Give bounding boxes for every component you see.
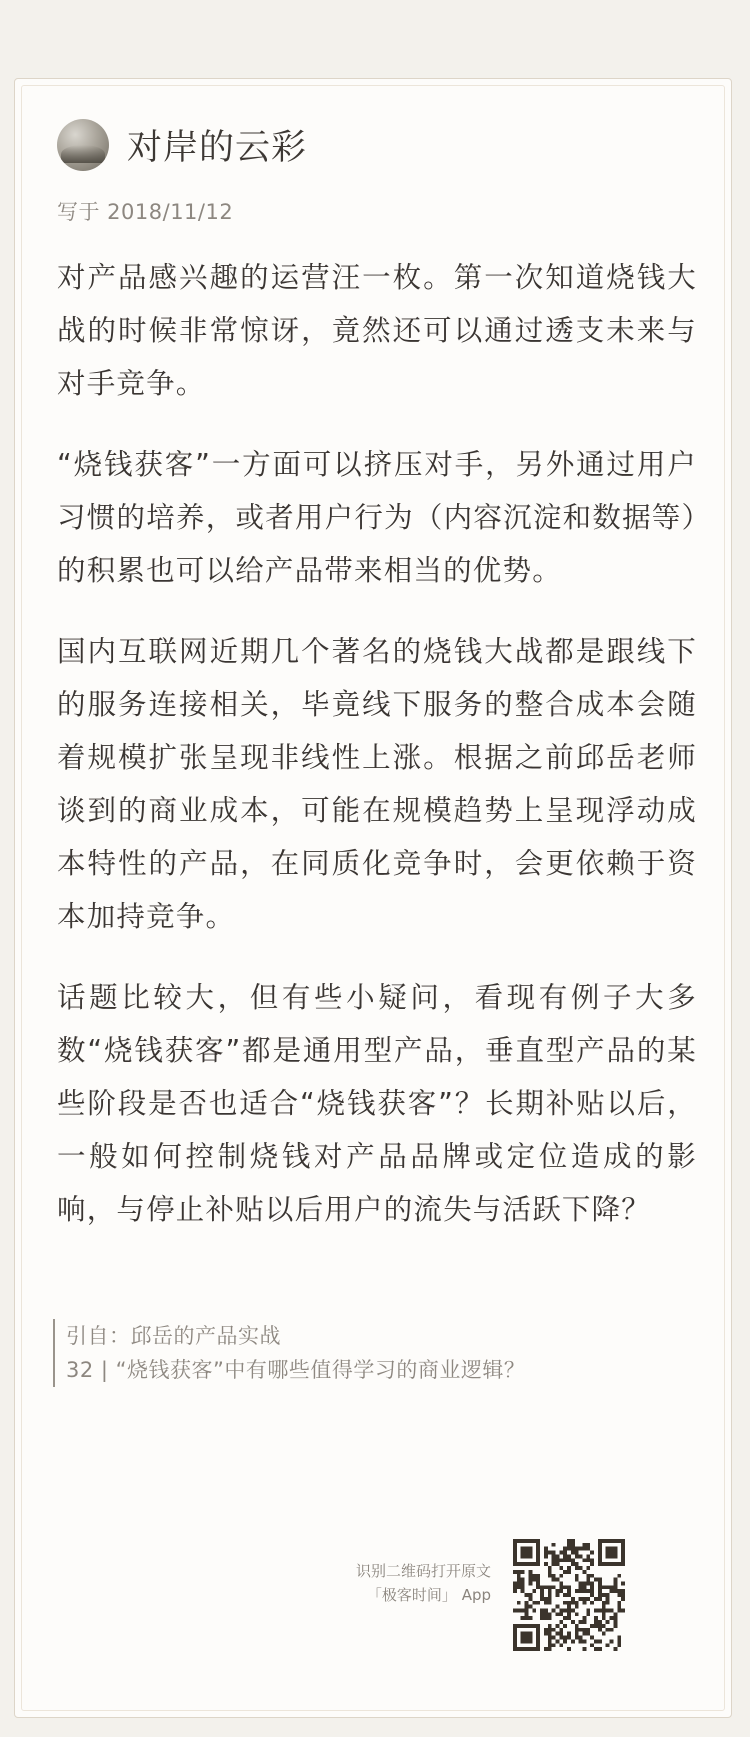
qr-caption: [356, 1559, 491, 1607]
author-row: [57, 119, 307, 171]
author-name[interactable]: 对岸的云彩: [127, 128, 308, 168]
quote-source: 引自：邱岳的产品实战: [66, 1324, 281, 1348]
paragraph: 对产品感兴趣的运营汪一枚。第一次知道烧钱大战的时候非常惊讶，竟然还可以通过透支未来与对手竞争。: [57, 261, 697, 400]
qr-code-icon[interactable]: [513, 1539, 625, 1651]
paragraph: 国内互联网近期几个著名的烧钱大战都是跟线下的服务连接相关，毕竟线下服务的整合成本会随着规模扩张呈现非线性上涨。根据之前邱岳老师谈到的商业成本，可能在规模趋势上呈现浮动成本特性的产品，在同质化竞争时，会更依赖于资本加持竞争。: [57, 635, 697, 933]
qr-caption-line2: 「极客时间」 App: [366, 1586, 491, 1604]
comment-body: [57, 251, 697, 1264]
quote-block[interactable]: [53, 1319, 525, 1387]
paragraph: “烧钱获客”一方面可以挤压对手，另外通过用户习惯的培养，或者用户行为（内容沉淀和数据等）的积累也可以给产品带来相当的优势。: [57, 448, 697, 587]
quote-article-title[interactable]: 32 | “烧钱获客”中有哪些值得学习的商业逻辑？: [66, 1358, 526, 1382]
landscape-avatar-icon[interactable]: [57, 119, 109, 171]
post-date: 写于 2018/11/12: [57, 200, 234, 224]
qr-caption-line1: 识别二维码打开原文: [355, 1562, 491, 1580]
comment-card: [14, 78, 732, 1718]
paragraph: 话题比较大，但有些小疑问，看现有例子大多数“烧钱获客”都是通用型产品，垂直型产品的某些阶段是否也适合“烧钱获客”？长期补贴以后，一般如何控制烧钱对产品品牌或定位造成的影响，与停止补贴以后用户的流失与活跃下降？: [57, 981, 697, 1226]
